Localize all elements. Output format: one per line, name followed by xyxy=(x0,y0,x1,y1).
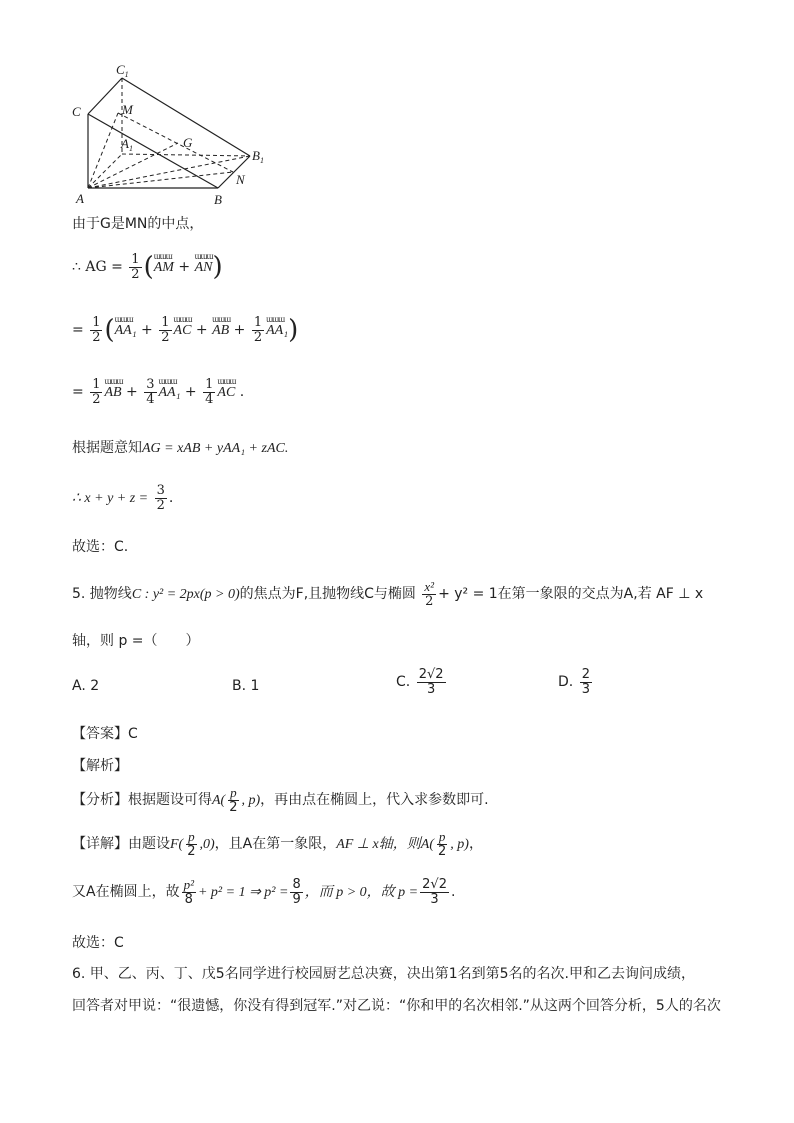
label-B: B xyxy=(214,192,222,207)
edge-AM xyxy=(88,113,118,188)
detail-line-3: 又A在椭圆上，故 $\frac{\text{p²}}{8}$ + p² = 1 ⇒ p² = $\frac{8}{9}$ ，而 p > 0，故 p = $\frac{2√2}{3}$ . xyxy=(72,877,456,907)
label-G: G xyxy=(183,135,193,150)
q5-stem-line2: 轴，则 p =（ ） xyxy=(72,633,200,649)
label-A1: $A_1$ xyxy=(121,136,133,153)
equation-3: = $\frac{1}{2}$ ɯɯɯ AB + $\frac{3}{4}$ ɯɯɯ AA₁ + $\frac{1}{4}$ ɯɯɯ AC . xyxy=(72,378,244,406)
q6-line1: 6. 甲、乙、丙、丁、戊5名同学进行校园厨艺总决赛，决出第1名到第5名的名次.甲和乙去询问成绩， xyxy=(72,966,695,982)
edge-AA1 xyxy=(88,154,122,188)
q6-line2: 回答者对甲说：“很遗憾，你没有得到冠军.”对乙说：“你和甲的名次相邻.”从这两个回答分析，5人的名次 xyxy=(72,998,721,1014)
option-b[interactable]: B. 1 xyxy=(232,678,260,694)
q5-final: 故选：C xyxy=(72,935,124,951)
label-M: M xyxy=(122,102,133,117)
edge-A1B1 xyxy=(122,154,250,156)
edge-AB1 xyxy=(88,156,250,188)
label-C: C xyxy=(72,104,81,119)
midpoint-statement: 由于G是MN的中点， xyxy=(72,216,204,232)
answer-tag: 【答案】 xyxy=(72,726,128,742)
label-B1: $B_1$ xyxy=(252,148,264,165)
edge-AG xyxy=(88,143,178,188)
q4-answer: 故选：C. xyxy=(72,539,129,555)
analysis-tag: 【解析】 xyxy=(72,758,128,774)
label-N: N xyxy=(236,172,245,187)
xiangjie-line: 【详解】由题设F( $\frac{p}{2}$ ,0)，且A在第一象限，AF ⊥ x轴，则A( $\frac{p}{2}$ , p)， xyxy=(72,829,483,859)
answer-row xyxy=(72,723,138,743)
equation-2: = $\frac{1}{2}$ (ɯɯɯ AA₁ + $\frac{1}{2}$ ɯɯɯ AC + ɯɯɯ AB + $\frac{1}{2}$ ɯɯɯ AA₁) xyxy=(72,315,298,345)
edge-AN xyxy=(88,172,233,188)
option-c[interactable]: C. $\frac{2√2}{3}$ xyxy=(396,667,444,697)
edge-BB1 xyxy=(218,156,250,188)
prism-figure xyxy=(60,58,280,208)
equation-4: 根据题意知AG = xAB + yAA₁ + zAC. xyxy=(72,440,289,456)
edge-CC1 xyxy=(88,78,122,114)
option-a[interactable]: A. 2 xyxy=(72,678,100,694)
fenxi-line: 【分析】根据题设可得A( $\frac{p}{2}$ , p)，再由点在椭圆上，代入求参数即可. xyxy=(72,785,489,815)
label-C1: $C_1$ xyxy=(116,62,129,79)
answer-value: C xyxy=(128,726,138,742)
label-A: A xyxy=(76,191,84,206)
q5-stem-line1: 5. 抛物线C : y² = 2px(p > 0)的焦点为F,且抛物线C与椭圆 $\frac{\text{x²}}{2}$ + y² = 1在第一象限的交点为A,若 AF ⊥ x xyxy=(72,579,704,609)
equation-5: ∴ x + y + z = $\frac{3}{2}$ . xyxy=(72,483,174,513)
equation-1: ∴ AG = $\frac{1}{2}$ (ɯɯɯ AM + ɯɯɯ AN) xyxy=(72,252,223,282)
option-d[interactable]: D. $\frac{2}{3}$ xyxy=(558,667,590,697)
